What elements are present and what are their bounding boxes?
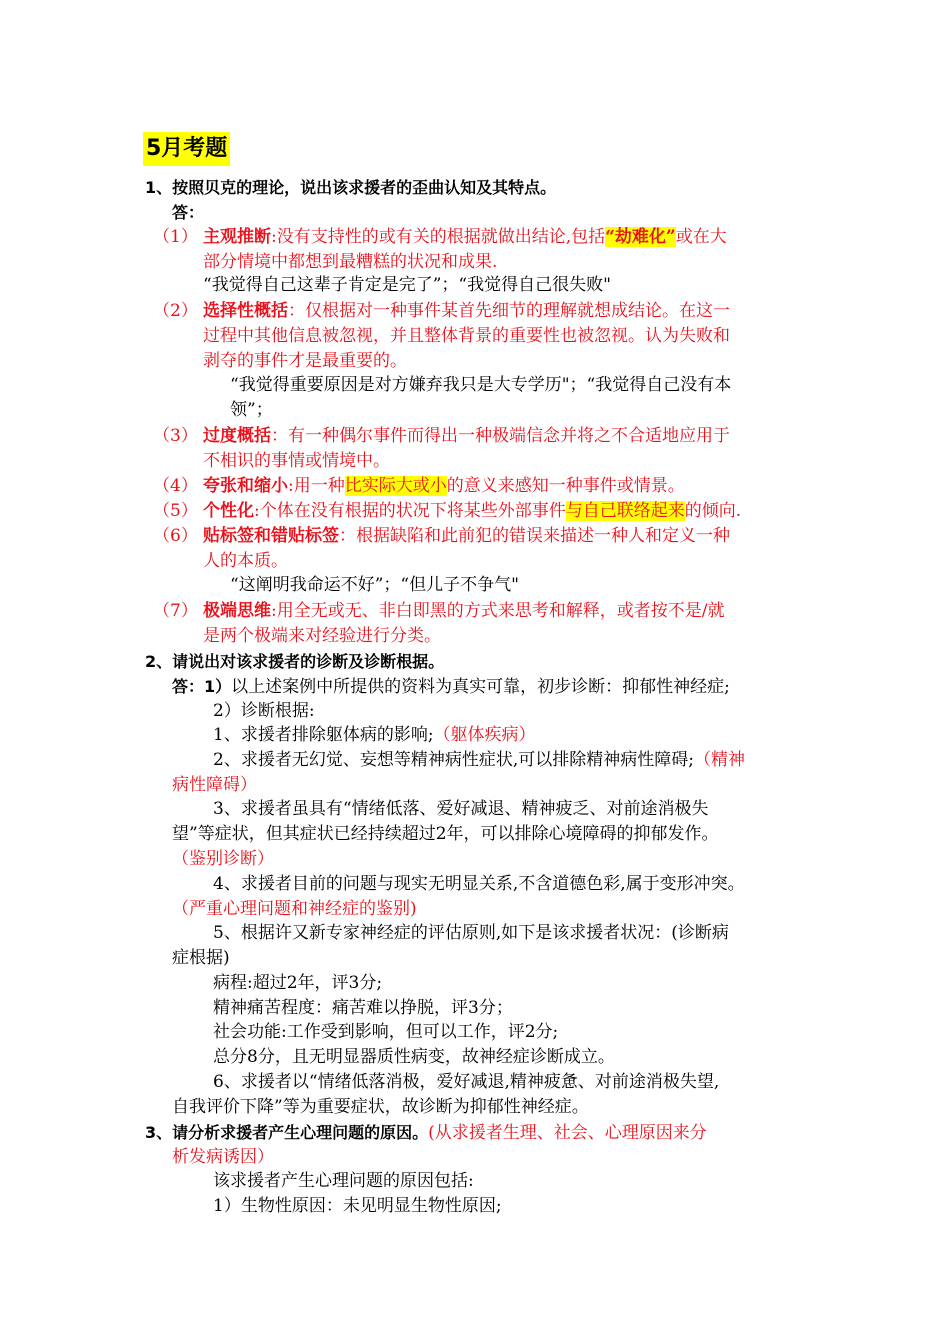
item-text: :用全无或无、非白即黑的方式来思考和解释，或者按不是/就	[271, 601, 725, 621]
highlighted-text: 与自己联络起来	[565, 501, 685, 521]
list-item	[203, 474, 685, 499]
score-line: 病程:超过2年，评3分;	[213, 973, 383, 993]
question-1: 1、按照贝克的理论，说出该求援者的歪曲认知及其特点。	[145, 178, 557, 197]
list-item	[203, 299, 730, 324]
list-item	[203, 524, 730, 549]
answer-text: 2）诊断根据:	[213, 701, 315, 721]
point-text: 自我评价下降”等为重要症状，故诊断为抑郁性神经症。	[172, 1097, 589, 1117]
item-text: 不相识的事情或情境中。	[203, 451, 390, 471]
item-text: 的意义来感知一种事件或情景。	[446, 476, 685, 496]
point-note: （精神	[693, 750, 745, 770]
list-item	[203, 499, 741, 524]
item-text: 剥夺的事件才是最重要的。	[203, 351, 407, 371]
answer-text: 以上述案例中所提供的资料为真实可靠，初步诊断：抑郁性神经症;	[231, 677, 730, 697]
item-number: （3）	[153, 426, 198, 446]
item-term: 贴标签和错贴标签	[203, 526, 339, 546]
list-item	[203, 424, 730, 449]
question-2: 2、请说出对该求援者的诊断及诊断根据。	[145, 652, 445, 671]
score-line: 总分8分，且无明显器质性病变，故神经症诊断成立。	[213, 1047, 615, 1067]
point-note: （躯体疾病）	[433, 725, 536, 745]
answer-text: 该求援者产生心理问题的原因包括:	[213, 1171, 474, 1191]
highlighted-text: 比实际大或小	[344, 476, 447, 496]
item-number: （7）	[153, 601, 198, 621]
answer-text	[213, 748, 745, 773]
item-term: 极端思维	[203, 601, 271, 621]
item-text: ：根据缺陷和此前犯的错误来描述一种人和定义一种	[339, 526, 730, 546]
point-text: 4、求援者目前的问题与现实无明显关系,不含道德色彩,属于变形冲突。	[213, 874, 745, 894]
answer-text: 1）生物性原因：未见明显生物性原因;	[213, 1196, 502, 1216]
example-quote: “这阐明我命运不好”；“但儿子不争气"	[230, 575, 519, 595]
item-text: 过程中其他信息被忽视，并且整体背景的重要性也被忽视。认为失败和	[203, 326, 730, 346]
item-term: 个性化	[203, 501, 254, 521]
point-note: （鉴别诊断）	[172, 849, 274, 869]
item-text: ：有一种偶尔事件而得出一种极端信念并将之不合适地应用于	[271, 426, 730, 446]
example-quote: “我觉得自己这辈子肯定是完了”；“我觉得自己很失败"	[203, 275, 611, 295]
page-title: 5月考题	[143, 132, 230, 166]
item-term: 夸张和缩小	[203, 476, 288, 496]
point-text: 症根据)	[172, 948, 230, 968]
item-text: :没有支持性的或有关的根据就做出结论,包括	[271, 227, 606, 247]
question-3-line	[145, 1120, 707, 1146]
answer-label-2: 答：1）	[172, 677, 232, 696]
item-number: （2）	[153, 301, 198, 321]
point-note: 病性障碍）	[172, 775, 257, 795]
point-text: 2、求援者无幻觉、妄想等精神病性症状,可以排除精神病性障碍;	[213, 750, 694, 770]
score-line: 社会功能:工作受到影响，但可以工作，评2分;	[213, 1022, 559, 1042]
point-text: 5、根据许又新专家神经症的评估原则,如下是该求援者状况：(诊断病	[213, 923, 729, 943]
question-note: (从求援者生理、社会、心理原因来分	[428, 1123, 707, 1143]
score-line: 精神痛苦程度：痛苦难以挣脱，评3分；	[213, 998, 513, 1018]
point-text: 望”等症状，但其症状已经持续超过2年，可以排除心境障碍的抑郁发作。	[172, 824, 719, 844]
answer-label-1: 答：	[172, 203, 205, 222]
item-text: 是两个极端来对经验进行分类。	[203, 626, 441, 646]
item-text: 人的本质。	[203, 551, 288, 571]
item-text: 或在大	[675, 227, 727, 247]
item-text: :个体在没有根据的状况下将某些外部事件	[254, 501, 566, 521]
question-3: 3、请分析求援者产生心理问题的原因。	[145, 1123, 429, 1142]
item-text: :用一种	[288, 476, 345, 496]
item-term: 主观推断	[203, 227, 271, 247]
item-number: （5）	[153, 501, 198, 521]
item-term: 过度概括	[203, 426, 271, 446]
point-text: 3、求援者虽具有“情绪低落、爱好减退、精神疲乏、对前途消极失	[213, 799, 709, 819]
item-term: 选择性概括	[203, 301, 288, 321]
example-quote: “我觉得重要原因是对方嫌弃我只是大专学历"；“我觉得自己没有本	[230, 375, 732, 395]
answer-line	[172, 674, 730, 700]
item-text: 部分情境中都想到最糟糕的状况和成果.	[203, 252, 498, 272]
point-text: 1、求援者排除躯体病的影响;	[213, 725, 434, 745]
item-number: （6）	[153, 526, 198, 546]
point-text: 6、求援者以“情绪低落消极，爱好减退,精神疲惫、对前途消极失望,	[213, 1072, 720, 1092]
item-text: 的倾向.	[684, 501, 742, 521]
example-quote: 领”；	[230, 400, 273, 420]
item-number: （1）	[153, 227, 198, 247]
point-note: （严重心理问题和神经症的鉴别)	[172, 899, 417, 919]
answer-text	[213, 723, 536, 748]
highlighted-text: “劫难化”	[605, 227, 676, 247]
item-text: ：仅根据对一种事件某首先细节的理解就想成结论。在这一	[288, 301, 730, 321]
question-note: 析发病诱因）	[172, 1147, 274, 1167]
item-number: （4）	[153, 476, 198, 496]
list-item	[203, 225, 727, 250]
list-item	[203, 599, 724, 624]
